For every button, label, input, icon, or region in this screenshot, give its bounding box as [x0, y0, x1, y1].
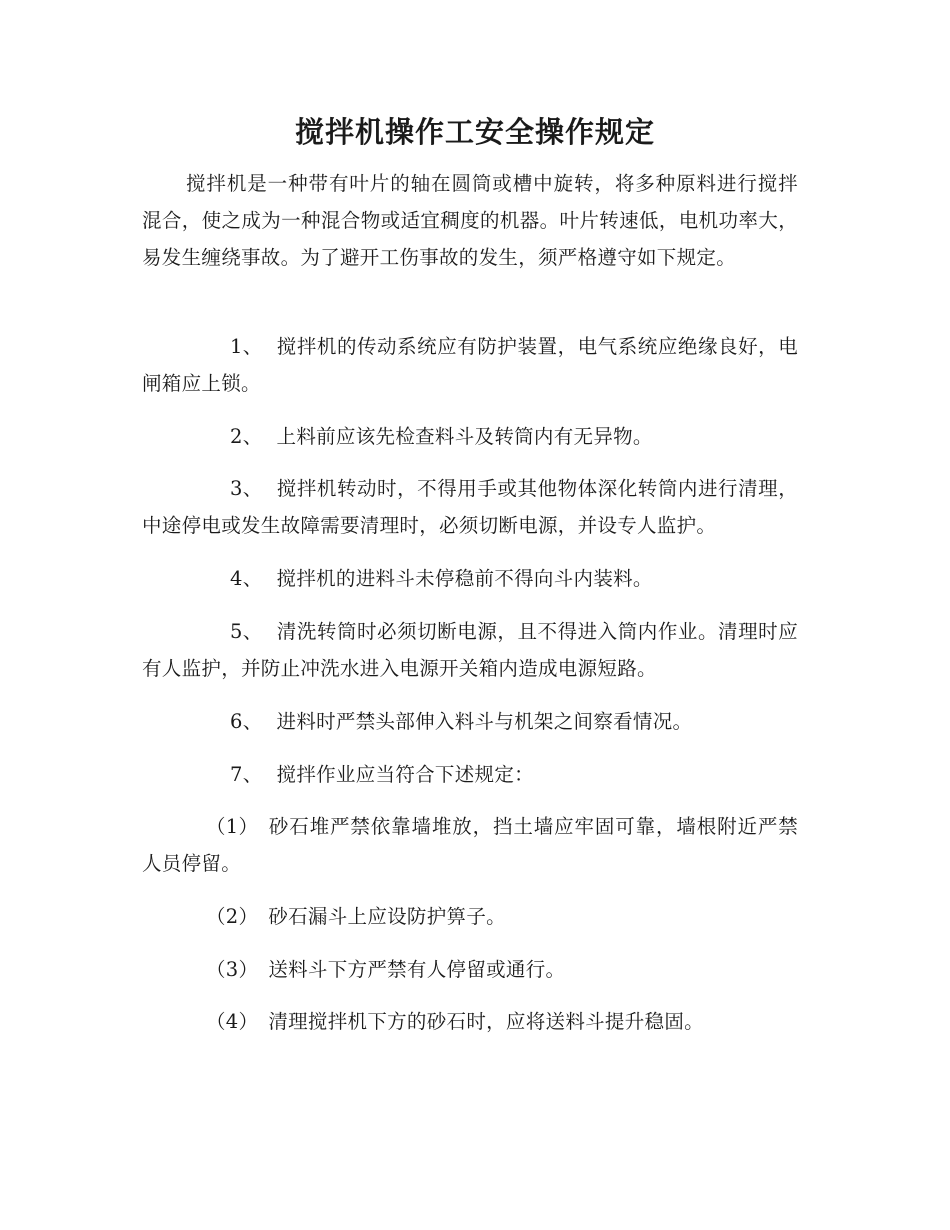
- rule-item-3: [142, 470, 798, 544]
- subrule-item-2: [142, 898, 798, 935]
- rule-text: 搅拌作业应当符合下述规定：: [276, 763, 534, 786]
- rule-number: 2、: [230, 425, 263, 448]
- subrule-number: （3）: [206, 958, 259, 981]
- rule-text: 清洗转筒时必须切断电源，且不得进入筒内作业。清理时应有人监护，并防止冲洗水进入电源开关箱内造成电源短路。: [142, 620, 798, 680]
- rule-text: 搅拌机转动时，不得用手或其他物体深化转筒内进行清理，中途停电或发生故障需要清理时，必须切断电源，并设专人监护。: [142, 477, 798, 537]
- intro-paragraph: 搅拌机是一种带有叶片的轴在圆筒或槽中旋转，将多种原料进行搅拌混合，使之成为一种混合物或适宜稠度的机器。叶片转速低，电机功率大，易发生缠绕事故。为了避开工伤事故的发生，须严格遵守如下规定。: [142, 172, 798, 269]
- rule-number: 4、: [230, 567, 263, 590]
- subrule-text: 清理搅拌机下方的砂石时，应将送料斗提升稳固。: [268, 1010, 704, 1033]
- rule-text: 搅拌机的进料斗未停稳前不得向斗内装料。: [276, 567, 653, 590]
- rule-item-2: [142, 418, 798, 455]
- subrule-text: 砂石堆严禁依靠墙堆放，挡土墙应牢固可靠，墙根附近严禁人员停留。: [142, 815, 798, 875]
- rule-number: 1、: [230, 335, 263, 358]
- subrule-text: 砂石漏斗上应设防护箅子。: [268, 905, 506, 928]
- subrule-item-4: [142, 1003, 798, 1040]
- rule-item-1: [142, 328, 798, 402]
- rule-number: 3、: [230, 477, 263, 500]
- subrule-number: （2）: [206, 905, 259, 928]
- subrule-text: 送料斗下方严禁有人停留或通行。: [268, 958, 566, 981]
- rule-item-4: [142, 560, 798, 597]
- subrule-number: （1）: [206, 815, 259, 838]
- rule-number: 7、: [230, 763, 263, 786]
- subrule-item-1: [142, 808, 798, 882]
- rule-text: 进料时严禁头部伸入料斗与机架之间察看情况。: [276, 710, 693, 733]
- subrule-number: （4）: [206, 1010, 259, 1033]
- rule-item-6: [142, 703, 798, 740]
- document-title: 搅拌机操作工安全操作规定: [294, 115, 655, 149]
- rule-item-5: [142, 613, 798, 687]
- rule-number: 5、: [230, 620, 263, 643]
- rule-text: 搅拌机的传动系统应有防护装置，电气系统应绝缘良好，电闸箱应上锁。: [142, 335, 798, 395]
- rule-item-7: [142, 756, 798, 793]
- rule-number: 6、: [230, 710, 263, 733]
- subrule-item-3: [142, 951, 798, 988]
- rule-text: 上料前应该先检查料斗及转筒内有无异物。: [276, 425, 653, 448]
